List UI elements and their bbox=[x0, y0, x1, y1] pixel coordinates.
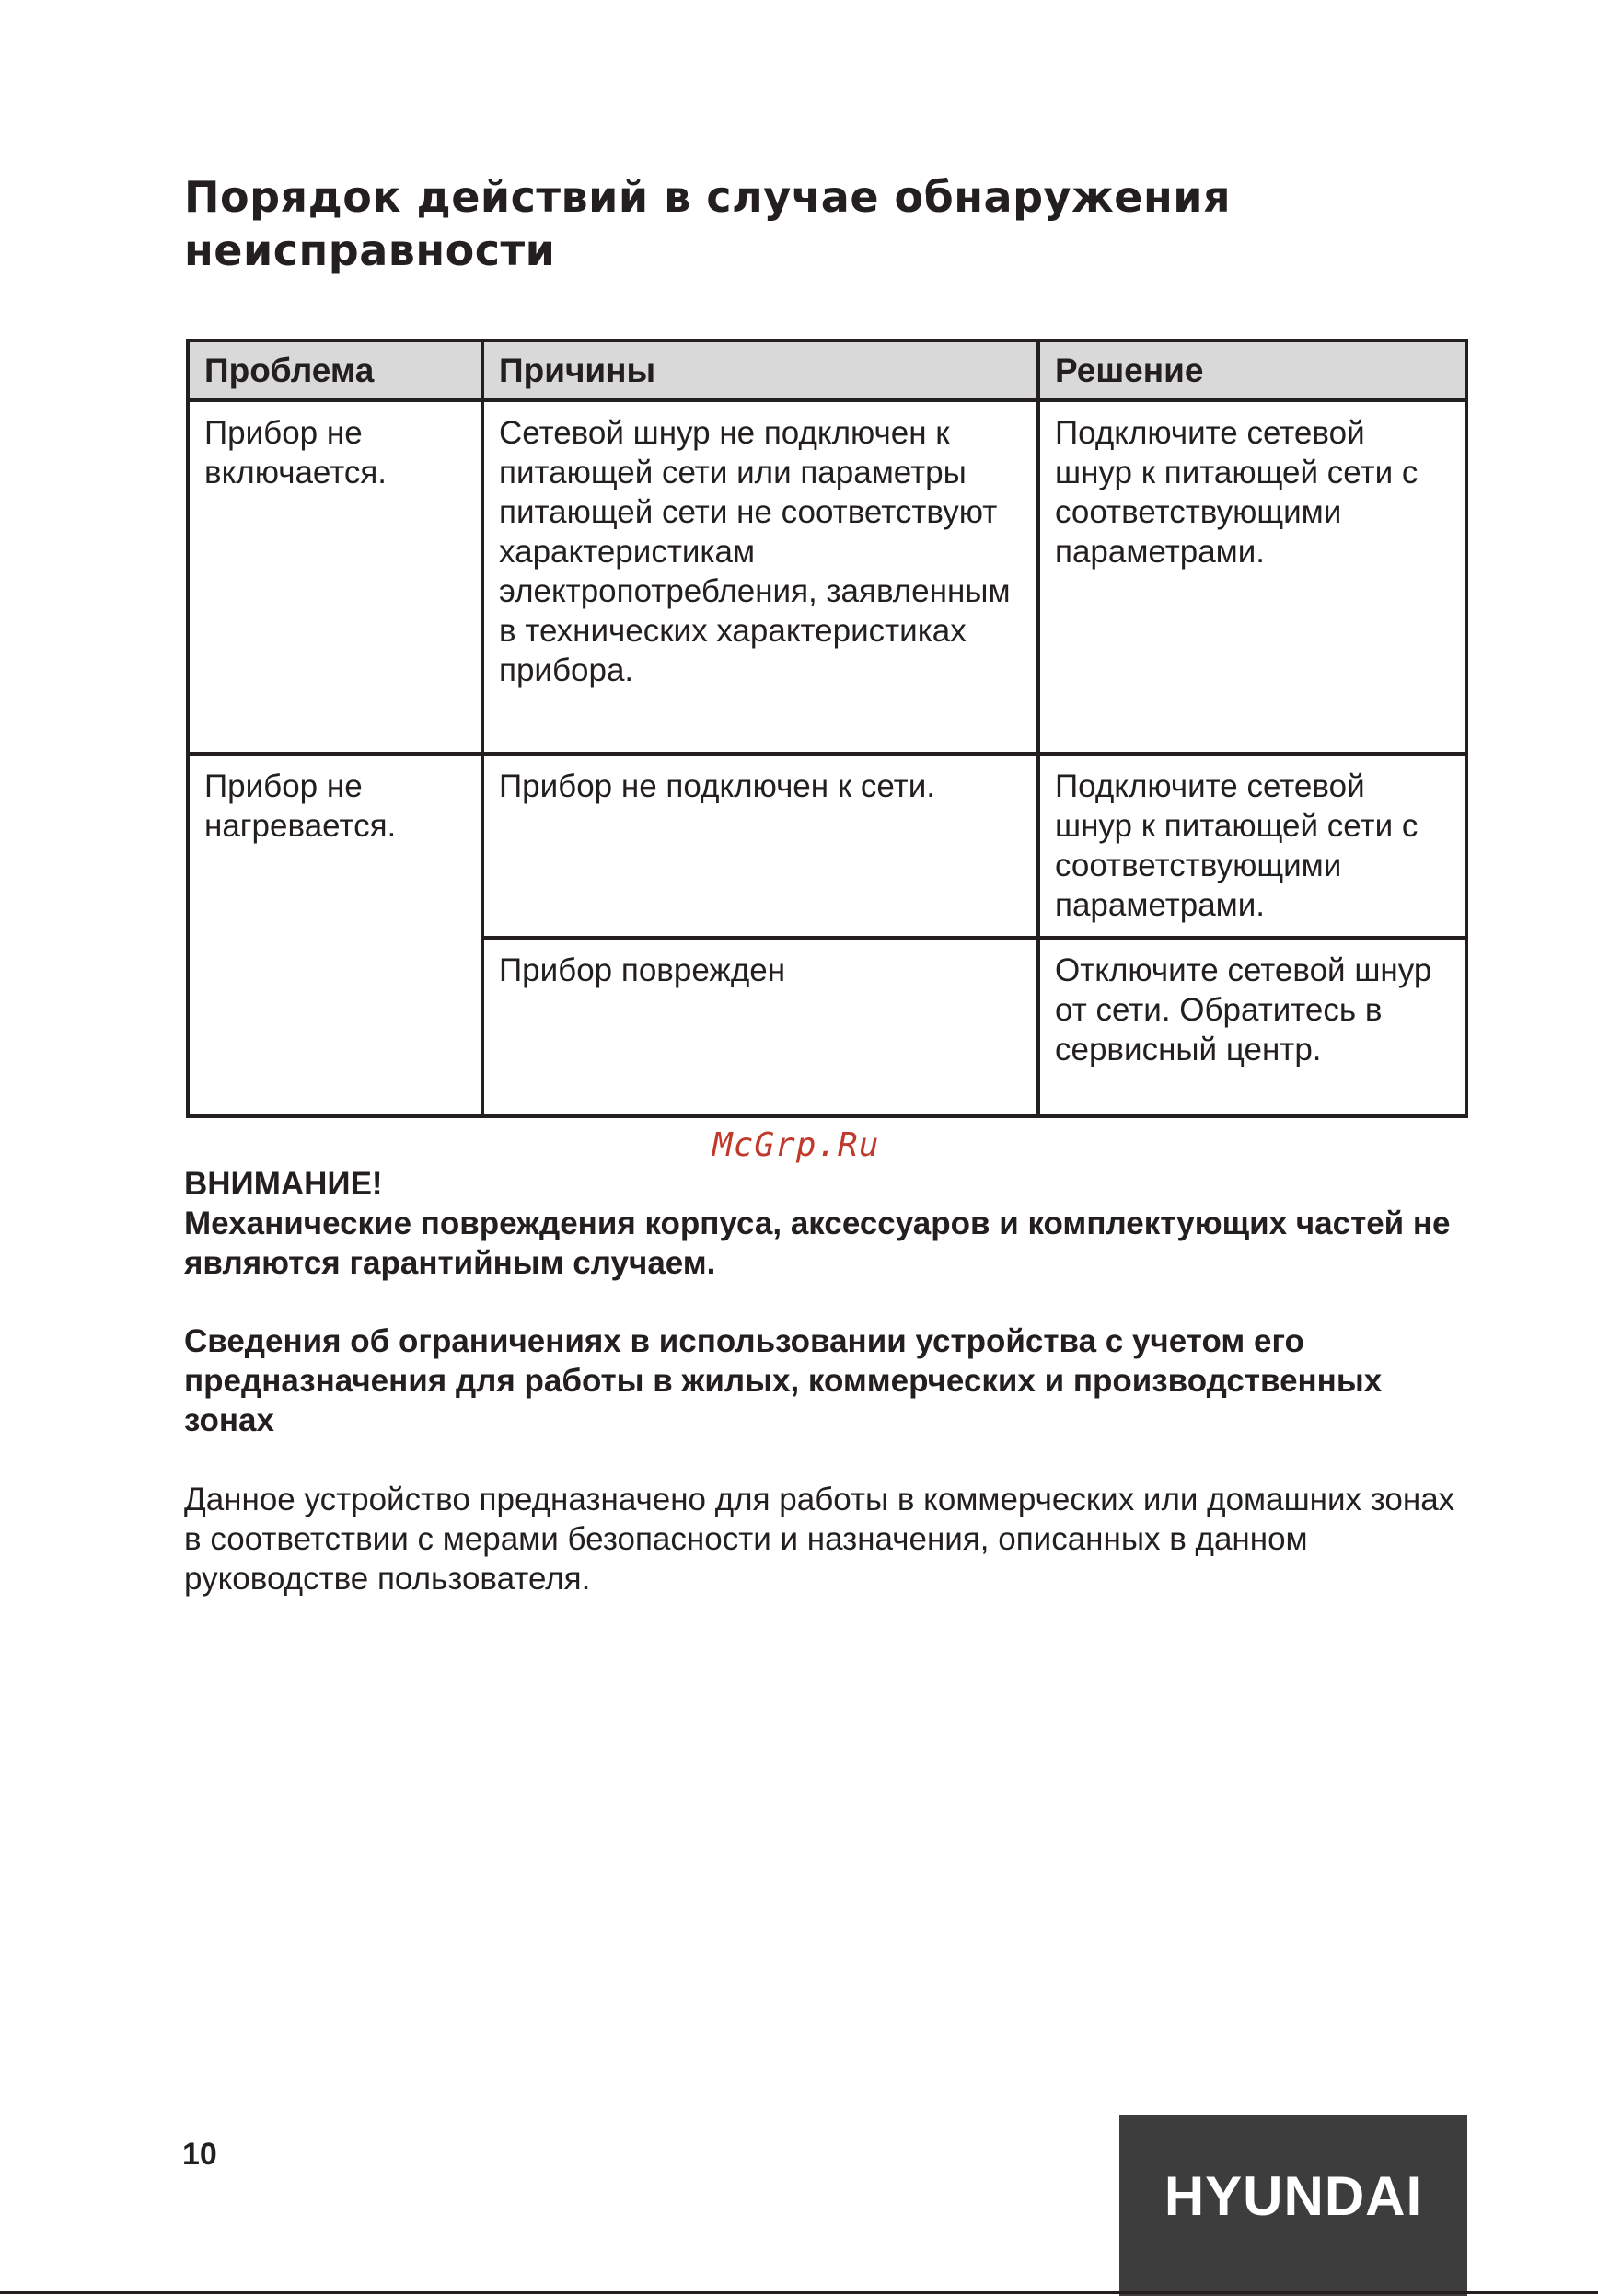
page-number: 10 bbox=[182, 2137, 217, 2172]
troubleshooting-table bbox=[186, 339, 1468, 1118]
cause-cell: Прибор поврежден bbox=[482, 938, 1038, 1116]
warning-heading: ВНИМАНИЕ! bbox=[184, 1166, 383, 1202]
solution-cell: Подключите сетевой шнур к питающей сети с соответствующими параметрами. bbox=[1038, 754, 1466, 938]
table-row bbox=[188, 754, 1466, 938]
header-problem: Проблема bbox=[188, 340, 482, 400]
bottom-divider bbox=[0, 2291, 1598, 2294]
brand-name: HYUNDAI bbox=[1164, 2165, 1423, 2227]
cause-cell: Прибор не подключен к сети. bbox=[482, 754, 1038, 938]
table-row bbox=[188, 400, 1466, 754]
watermark-text: McGrp.Ru bbox=[712, 1126, 880, 1164]
warning-text: Механические повреждения корпуса, аксессуаров и комплектующих частей не являются гарантийным случаем. bbox=[184, 1206, 1451, 1281]
problem-cell: Прибор не нагревается. bbox=[188, 754, 482, 1116]
solution-cell: Подключите сетевой шнур к питающей сети с соответствующими параметрами. bbox=[1038, 400, 1466, 754]
table-header-row bbox=[188, 340, 1466, 400]
header-causes: Причины bbox=[482, 340, 1038, 400]
solution-cell: Отключите сетевой шнур от сети. Обратитесь в сервисный центр. bbox=[1038, 938, 1466, 1116]
cause-cell: Сетевой шнур не подключен к питающей сети или параметры питающей сети не соответствуют характеристикам электропотребления, заявленным в технических характеристиках прибора. bbox=[482, 400, 1038, 754]
page-title: Порядок действий в случае обнаружения неисправности bbox=[184, 172, 1232, 275]
brand-logo bbox=[1119, 2115, 1467, 2296]
problem-cell: Прибор не включается. bbox=[188, 400, 482, 754]
usage-paragraph: Данное устройство предназначено для работы в коммерческих или домашних зонах в соответствии с мерами безопасности и назначения, описанных в данном руководстве пользователя. bbox=[184, 1482, 1455, 1597]
header-solution: Решение bbox=[1038, 340, 1466, 400]
restrictions-heading: Сведения об ограничениях в использовании устройства с учетом его предназначения для работы в жилых, коммерческих и производственных зонах bbox=[184, 1323, 1383, 1438]
warning-block bbox=[184, 1164, 1473, 1283]
